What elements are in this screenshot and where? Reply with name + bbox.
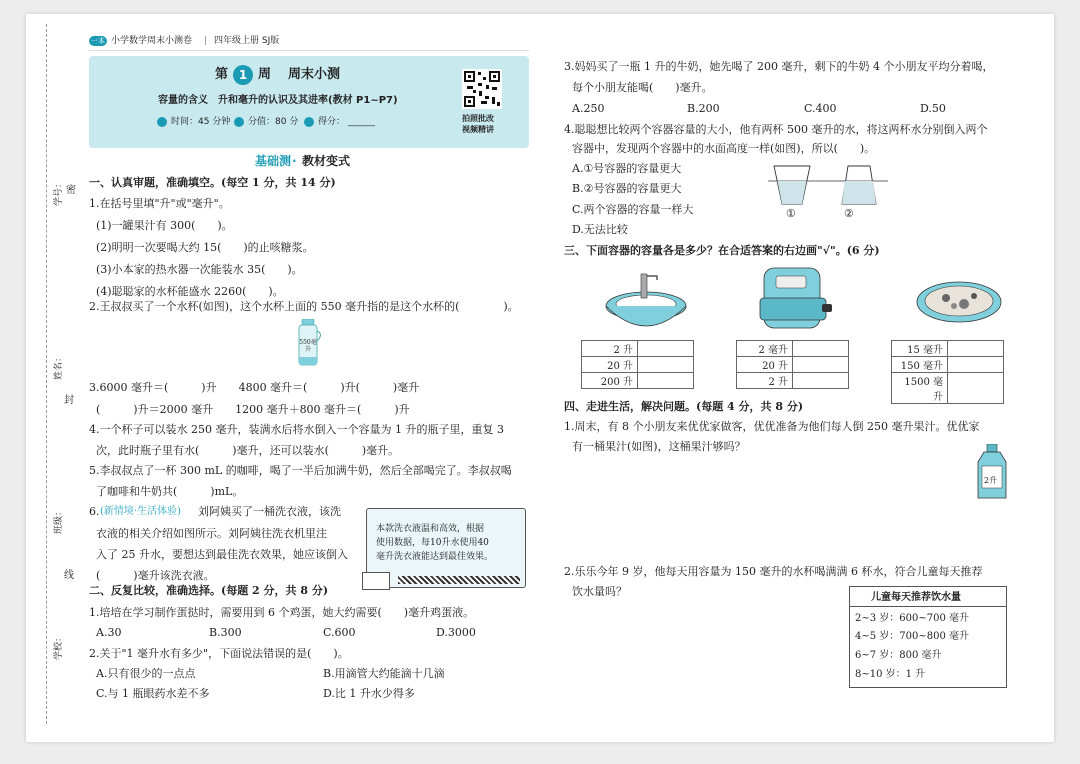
soup-bowl-icon [914,276,1004,336]
wash-basin-icon [601,266,691,336]
p2-line2: 饮水量吗？ [572,585,627,598]
answer-cell[interactable] [793,373,849,389]
q3-line1: 3.6000 毫升＝( )升 4800 毫升＝( )升( )毫升 [89,381,420,394]
choice-q1-stem: 1.培培在学习制作蛋挞时，需要用到 6 个鸡蛋，她大约需要( )毫升鸡蛋液。 [89,606,475,619]
brand-logo: 一本 [91,37,105,45]
qr-caption-2: 视频精讲 [462,125,494,134]
number-label: 学号： [54,178,64,206]
q6-line3: 入了 25 升水，要想达到最佳洗衣效果，她应该倒入 [96,548,348,561]
score-label: 得分： [318,117,346,127]
basin-option: 20 升 [582,357,638,373]
name-label: 姓名： [54,352,64,380]
container-1-label: ① [786,207,796,220]
r-q4-line2: 容器中，发现两个容器中的水面高度一样(如图)，所以( )。 [572,142,876,155]
choice-q1-option-b[interactable]: B.300 [209,626,242,639]
xian-mark: 线 [64,570,74,581]
part2-heading: 二、反复比较，准确选择。(每题 2 分，共 8 分) [89,584,329,597]
r-q3-option-c[interactable]: C.400 [804,102,837,115]
intake-row: 6~7 岁：800 毫升 [855,650,942,661]
bowl-option: 15 毫升 [892,341,948,357]
q5-line1: 5.李叔叔点了一杯 300 mL 的咖啡，喝了一半后加满牛奶，然后全部喝完了。李叔叔喝 [89,464,512,477]
r-q4-option-d[interactable]: D.无法比较 [572,223,628,236]
grade-label: 四年级上册 SJ版 [214,36,280,46]
q6-number: 6. [89,505,100,518]
note-line3: 毫升洗衣液能达到最佳效果。 [376,552,494,562]
intake-row: 8~10 岁：1 升 [855,669,926,680]
section-sub-title: 教材变式 [302,154,351,168]
header-rule [89,50,529,51]
intake-row: 4~5 岁：700~800 毫升 [855,631,970,642]
detergent-bottle-icon [362,572,390,590]
p1-line2: 有一桶果汁(如图)，这桶果汁够吗？ [572,440,746,453]
answer-cell[interactable] [793,341,849,357]
worksheet-page: 密 封 线 学号： 姓名： 班级： 学校： 一本 小学数学周末小测卷 | 四年级上册 SJ版 第 1 周 周末小测 容量的含义 升和毫升的认识及其进率(教材 P1~P7) 时间：45 分钟 分值：80 分 得分： ______ 拍照批改 视频精讲 基础测 · 教材变式 一、认真审题，准确填空。(每空 1 分，共 14 分) 1.在括号里填"升"或"毫升"。 (1)一罐果汁有 300( )。 (2)明明一次要喝大约 15( )的止咳糖浆。 (3)小本家的热水器一次能装水 35( )。 (4)聪聪家的水杯能盛水 2260( )。 2.王叔叔买了一个水杯(如图)，这个水杯上面的 550 毫升指的是这个水杯的( )。 550毫升 3.6000 毫升＝( )升 4800 毫升＝( )升( )毫升 ( )升＝2000 毫升 1200 毫升＋800 毫升＝( )升 4.一个杯子可以装水 250 毫升，装满水后将水倒入一个容量为 1 升的瓶子里，重复 3 次，此时瓶子里有水( )毫升，还可以装水( )毫升。 5.李叔叔点了一杯 300 mL 的咖啡，喝了一半后加满牛奶，然后全部喝完了。李叔叔喝 了咖啡和牛奶共( )mL。 6. (新情境·生活体验) 刘阿姨买了一桶洗衣液，该洗 衣液的相关介绍如图所示。刘阿姨往洗衣机里注 入了 25 升水，要想达到最佳洗衣效果，她应该倒入 ( )毫升该洗衣液。 本款洗衣液温和高效，根据 使用数据，每10升水使用40 毫升洗衣液能达到最佳效果。 二、反复比较，准确选择。(每题 2 分，共 8 分) 1.培培在学习制作蛋挞时，需要用到 6 个鸡蛋，她大约需要( )毫升鸡蛋液。 A.30 B.300 C.600 D.3000 2.关于"1 毫升水有多少"，下面说法错误的是( )。 A.只有很少的一点点 B.用滴管大约能滴十几滴 C.与 1 瓶眼药水差不多 D.比 1 升水少得多 3.妈妈买了一瓶 1 升的牛奶，她先喝了 200 毫升，剩下的牛奶 4 个小朋友平均分着喝， 每个小朋友能喝( )毫升。 A.250 B.200 C.400 D.50 4.聪聪想比较两个容器容量的大小，他有两杯 500 毫升的水，将这两杯水分别倒入两个 容器中，发现两个容器中的水面高度一样(如图)，所以( )。 A.①号容器的容量更大 B.②号容器的容量更大 C.两个容器的容量一样大 D.无法比较 ① ② 三、下面容器的容量各是多少？在合适答案的右边画"√"。(6 分) 2 升 20 升 200 升 2 毫升 20 升 2 升 15 毫升 150 毫升 1500 毫升 四、走进生活，解决问题。(每题 4 分，共 8 分) 1.周末，有 8 个小朋友来优优家做客，优优准备为他们每人倒 250 毫升果汁。优优家 有一桶果汁(如图)，这桶果汁够吗？ 2升 2.乐乐今年 9 岁，他每天用容量为 150 毫升的水杯喝满满 6 杯水，符合儿童每天推荐 饮水量吗？ 儿童每天推荐饮水量 2~3 岁：600~700 毫升 4~5 岁：700~800 毫升 6~7 岁：800 毫升 8~10 岁：1 升 [26,14,1054,742]
choice-q2-option-b[interactable]: B.用滴管大约能滴十几滴 [323,667,445,680]
section-separator: · [292,154,297,168]
series-title: 小学数学周末小测卷 [111,36,193,46]
container-2-label: ② [844,207,854,220]
binding-dashed-line [46,24,47,724]
seal-mark: 密 [66,185,76,196]
section-main-title: 基础测 [255,154,292,168]
p2-line1: 2.乐乐今年 9 岁，他每天用容量为 150 毫升的水杯喝满满 6 杯水，符合儿童每天推荐 [564,565,983,578]
school-label: 学校： [54,632,64,660]
q4-line1: 4.一个杯子可以装水 250 毫升，装满水后将水倒入一个容量为 1 升的瓶子里，重复 3 [89,423,504,436]
answer-cell[interactable] [638,373,694,389]
choice-q2-option-d[interactable]: D.比 1 升水少得多 [323,687,415,700]
bowl-option: 1500 毫升 [892,373,948,404]
r-q4-line1: 4.聪聪想比较两个容器容量的大小，他有两杯 500 毫升的水，将这两杯水分别倒入两个 [564,123,988,136]
basin-option: 200 升 [582,373,638,389]
part1-heading: 一、认真审题，准确填空。(每空 1 分，共 14 分) [89,176,336,189]
q1-stem: 1.在括号里填"升"或"毫升"。 [89,197,230,210]
fryer-option: 2 升 [737,373,793,389]
bottle-label: 2升 [984,476,998,485]
q1a: (1)一罐果汁有 300( )。 [96,219,233,232]
answer-cell[interactable] [638,357,694,373]
q4-line2: 次，此时瓶子里有水( )毫升，还可以装水( )毫升。 [96,444,400,457]
q3-line2: ( )升＝2000 毫升 1200 毫升＋800 毫升＝( )升 [96,403,410,416]
choice-q1-option-d[interactable]: D.3000 [436,626,476,639]
air-fryer-icon [756,264,836,336]
answer-cell[interactable] [948,357,1004,373]
answer-cell[interactable] [793,357,849,373]
score-blank: ______ [348,117,375,127]
note-line2: 使用数据，每10升水使用40 [376,538,489,548]
two-containers-figure [768,160,888,210]
q1b: (2)明明一次要喝大约 15( )的止咳糖浆。 [96,241,314,254]
points-label: 分值：80 分 [248,117,299,127]
q6-tag: (新情境·生活体验) [100,506,181,517]
fryer-capacity-table [736,340,849,389]
banner-title: 周末小测 [288,67,341,82]
class-label: 班级： [54,506,64,534]
clock-icon [157,117,167,127]
juice-bottle-icon [976,444,1008,500]
binding-margin [26,14,76,742]
qr-caption-1: 拍照批改 [462,114,494,123]
fryer-option: 20 升 [737,357,793,373]
cup-label: 550毫升 [299,339,317,353]
fryer-option: 2 毫升 [737,341,793,357]
bowl-option: 150 毫升 [892,357,948,373]
r-q3-line1: 3.妈妈买了一瓶 1 升的牛奶，她先喝了 200 毫升，剩下的牛奶 4 个小朋友平均分着喝， [564,60,994,73]
r-q4-option-c[interactable]: C.两个容器的容量一样大 [572,203,694,216]
qr-code-icon[interactable] [462,69,502,109]
choice-q2-option-c[interactable]: C.与 1 瓶眼药水差不多 [96,687,210,700]
r-q4-option-b[interactable]: B.②号容器的容量更大 [572,182,682,195]
week-prefix: 第 [215,67,229,82]
q1c: (3)小本家的热水器一次能装水 35( )。 [96,263,303,276]
r-q3-option-d[interactable]: D.50 [920,102,946,115]
p1-line1: 1.周末，有 8 个小朋友来优优家做客，优优准备为他们每人倒 250 毫升果汁。优优家 [564,420,980,433]
r-q4-option-a[interactable]: A.①号容器的容量更大 [572,162,682,175]
week-number-badge: 1 [233,65,253,85]
q6-line1: 刘阿姨买了一桶洗衣液，该洗 [198,505,341,518]
q5-line2: 了咖啡和牛奶共( )mL。 [96,485,244,498]
points-icon [234,117,244,127]
score-icon [304,117,314,127]
r-q3-option-a[interactable]: A.250 [572,102,605,115]
answer-cell[interactable] [948,341,1004,357]
time-label: 时间：45 分钟 [171,117,231,127]
banner-subtitle: 容量的含义 升和毫升的认识及其进率(教材 P1~P7) [158,95,398,106]
q6-line4: ( )毫升该洗衣液。 [96,569,215,582]
q1d: (4)聪聪家的水杯能盛水 2260( )。 [96,285,284,298]
choice-q2-option-a[interactable]: A.只有很少的一点点 [96,667,196,680]
answer-cell[interactable] [638,341,694,357]
r-q3-line2: 每个小朋友能喝( )毫升。 [572,81,713,94]
basin-option: 2 升 [582,341,638,357]
q2-stem: 2.王叔叔买了一个水杯(如图)，这个水杯上面的 550 毫升指的是这个水杯的( )。 [89,300,519,313]
note-hatch-strip [398,576,520,584]
choice-q1-option-a[interactable]: A.30 [96,626,122,639]
r-q3-option-b[interactable]: B.200 [687,102,720,115]
choice-q2-stem: 2.关于"1 毫升水有多少"，下面说法错误的是( )。 [89,647,349,660]
basin-capacity-table [581,340,694,389]
bowl-capacity-table [891,340,1004,404]
feng-mark: 封 [64,395,74,406]
q6-line2: 衣液的相关介绍如图所示。刘阿姨往洗衣机里注 [96,527,327,540]
choice-q1-option-c[interactable]: C.600 [323,626,356,639]
part3-heading: 三、下面容器的容量各是多少？在合适答案的右边画"√"。(6 分) [564,244,880,257]
intake-row: 2~3 岁：600~700 毫升 [855,613,970,624]
intake-title: 儿童每天推荐饮水量 [871,592,961,603]
week-suffix: 周 [258,67,272,82]
answer-cell[interactable] [948,373,1004,404]
note-line1: 本款洗衣液温和高效，根据 [376,524,485,534]
part4-heading: 四、走进生活，解决问题。(每题 4 分，共 8 分) [564,400,804,413]
